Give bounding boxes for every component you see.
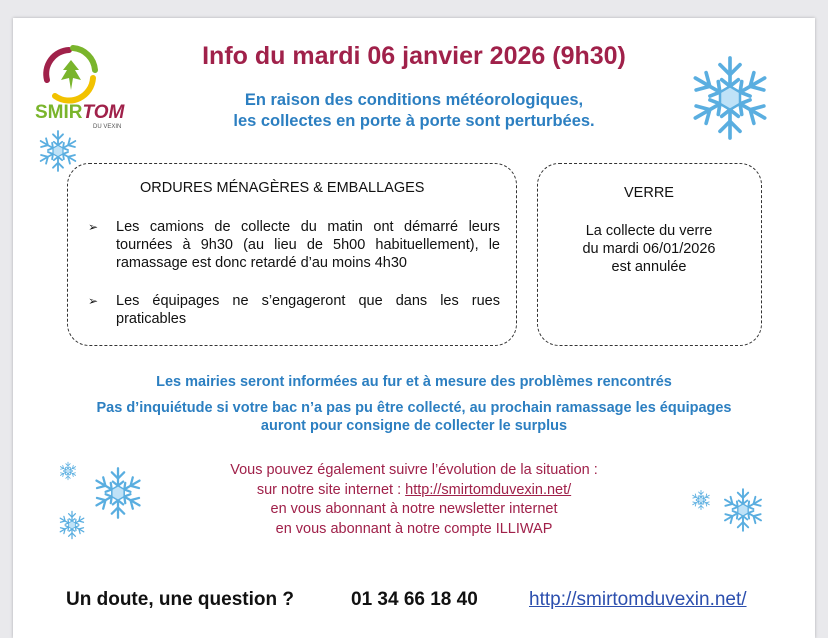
inquietude-line-1: Pas d’inquiétude si votre bac n’a pas pu être collecté, au prochain ramassage les équipages bbox=[96, 400, 732, 416]
verre-box-title: VERRE bbox=[624, 185, 674, 201]
list-item bbox=[88, 218, 500, 272]
inquietude-line-2: auront pour consigne de collecter le surplus bbox=[260, 418, 568, 434]
follow-line-3: en vous abonnant à notre newsletter internet bbox=[270, 501, 558, 517]
follow-line-1: Vous pouvez également suivre l’évolution de la situation : bbox=[230, 462, 598, 478]
arrow-bullet-icon: ➢ bbox=[88, 220, 99, 234]
website-link[interactable]: http://smirtomduvexin.net/ bbox=[405, 481, 572, 498]
footer-question: Un doute, une question ? bbox=[66, 589, 294, 610]
flyer-page bbox=[13, 18, 815, 638]
mairies-notice: Les mairies seront informées au fur et à mesure des problèmes rencontrés bbox=[156, 374, 672, 390]
subtitle-line-1: En raison des conditions météorologiques, bbox=[244, 91, 584, 109]
subtitle-line-2: les collectes en porte à porte sont perturbées. bbox=[233, 112, 595, 130]
verre-line-2: du mardi 06/01/2026 bbox=[582, 241, 716, 257]
inquietude-notice bbox=[13, 399, 815, 435]
verre-line-3: est annulée bbox=[611, 259, 687, 275]
page-subtitle bbox=[13, 90, 815, 132]
page-title: Info du mardi 06 janvier 2026 (9h30) bbox=[202, 42, 626, 70]
footer-website-link[interactable]: http://smirtomduvexin.net/ bbox=[529, 589, 747, 610]
follow-line-2 bbox=[13, 481, 815, 501]
verre-line-1: La collecte du verre bbox=[585, 223, 713, 239]
follow-info bbox=[13, 461, 815, 539]
logo-tagline: DU VEXIN bbox=[93, 124, 122, 130]
logo-brand-part1: SMIR bbox=[35, 102, 83, 123]
ordures-box bbox=[67, 163, 517, 346]
logo-brand-part2: TOM bbox=[82, 102, 125, 123]
bullet-text: Les équipages ne s’engageront que dans les rues praticables bbox=[116, 293, 500, 327]
follow-line-2-prefix: sur notre site internet : bbox=[256, 481, 406, 498]
arrow-bullet-icon: ➢ bbox=[88, 294, 99, 308]
list-item bbox=[88, 292, 500, 328]
verre-box-text bbox=[538, 222, 760, 276]
verre-box bbox=[537, 163, 762, 346]
ordures-box-title: ORDURES MÉNAGÈRES & EMBALLAGES bbox=[140, 180, 425, 196]
bullet-text: Les camions de collecte du matin ont démarré leurs tournées à 9h30 (au lieu de 5h00 habituellement), le ramassage est donc retardé d’au moins 4h30 bbox=[116, 219, 500, 271]
follow-line-4: en vous abonnant à notre compte ILLIWAP bbox=[275, 520, 553, 537]
footer-phone: 01 34 66 18 40 bbox=[351, 589, 478, 610]
